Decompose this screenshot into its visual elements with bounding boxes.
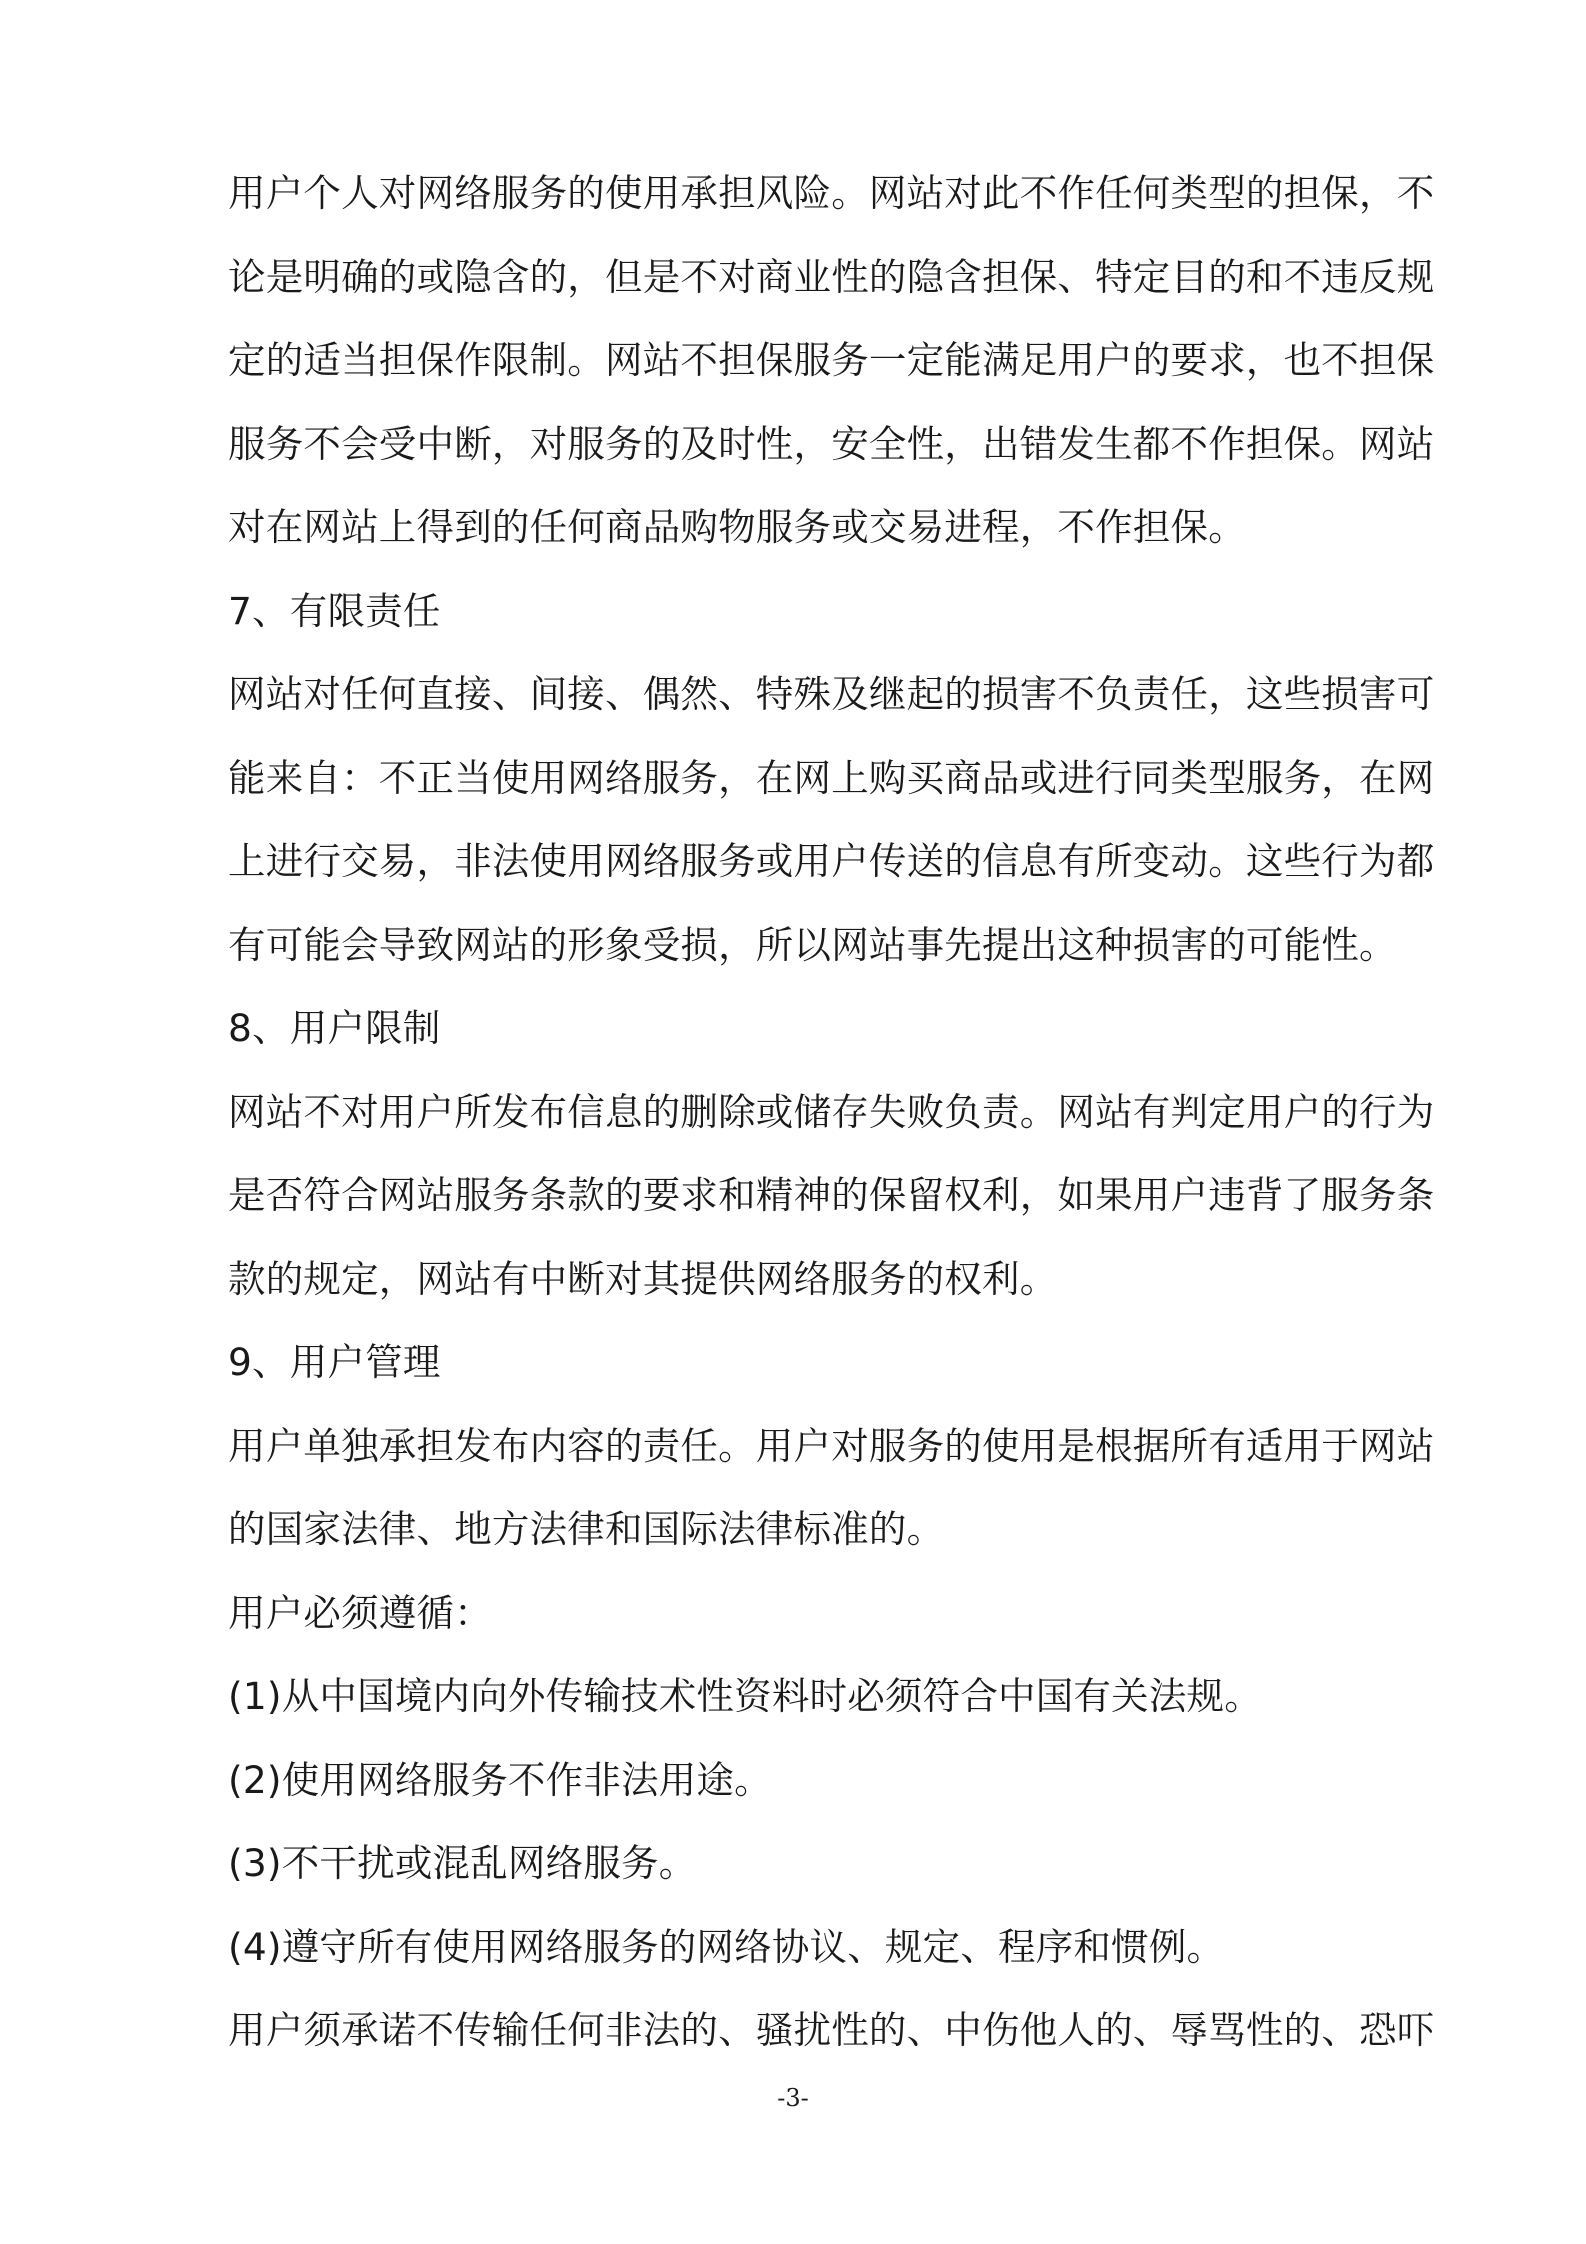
page-number: -3- [777,2084,809,2112]
text-line: 用户必须遵循： [228,1590,492,1635]
text-line: 的国家法律、地方法律和国际法律标准的。 [228,1507,945,1551]
text-line: 网站对任何直接、间接、偶然、特殊及继起的损害不负责任，这些损害可 [228,672,1435,716]
text-line: (4)遵守所有使用网络服务的网络协议、规定、程序和惯例。 [228,1924,1225,1969]
text-line: 款的规定，网站有中断对其提供网络服务的权利。 [228,1256,1058,1301]
text-line: 服务不会受中断，对服务的及时性，安全性，出错发生都不作担保。网站 [228,421,1435,466]
text-line: 7、有限责任 [228,588,441,633]
text-line: 是否符合网站服务条款的要求和精神的保留权利，如果用户违背了服务条 [228,1173,1435,1217]
text-line: 有可能会导致网站的形象受损，所以网站事先提出这种损害的可能性。 [228,922,1397,967]
text-line: 能来自：不正当使用网络服务，在网上购买商品或进行同类型服务，在网 [228,755,1435,800]
text-line: 定的适当担保作限制。网站不担保服务一定能满足用户的要求，也不担保 [228,338,1435,382]
text-line: (1)从中国境内向外传输技术性资料时必须符合中国有关法规。 [228,1674,1262,1718]
text-line: 论是明确的或隐含的，但是不对商业性的隐含担保、特定目的和不违反规 [228,254,1435,299]
text-line: 对在网站上得到的任何商品购物服务或交易进程，不作担保。 [228,505,1246,549]
text-line: 用户单独承担发布内容的责任。用户对服务的使用是根据所有适用于网站 [228,1423,1435,1468]
text-line: 用户须承诺不传输任何非法的、骚扰性的、中伤他人的、辱骂性的、恐吓 [228,2008,1435,2052]
text-line: 9、用户管理 [228,1340,441,1384]
document-body [228,152,1435,2073]
text-line: 网站不对用户所发布信息的删除或储存失败负责。网站有判定用户的行为 [228,1089,1435,1134]
text-line: (3)不干扰或混乱网络服务。 [228,1841,697,1885]
text-line: 8、用户限制 [228,1006,441,1050]
text-line: 用户个人对网络服务的使用承担风险。网站对此不作任何类型的担保，不 [228,171,1435,215]
text-line: 上进行交易，非法使用网络服务或用户传送的信息有所变动。这些行为都 [228,839,1435,883]
text-line: (2)使用网络服务不作非法用途。 [228,1757,772,1802]
